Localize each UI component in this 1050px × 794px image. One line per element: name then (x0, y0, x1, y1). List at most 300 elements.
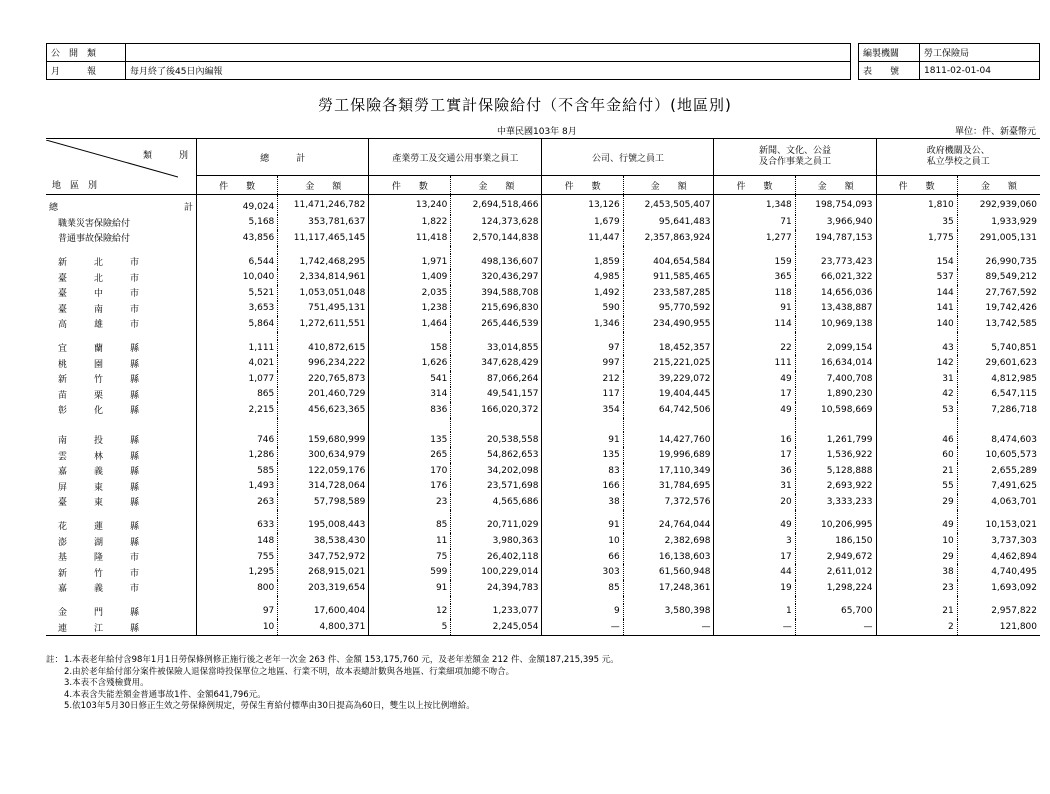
count-cell: 170 (369, 463, 451, 479)
count-header: 件 數 (876, 176, 957, 195)
spacer-cell (278, 332, 369, 340)
amount-cell: 14,427,760 (623, 432, 714, 448)
spacer-row (46, 246, 1040, 254)
amount-cell: 1,272,611,551 (278, 316, 369, 332)
spacer-cell (278, 596, 369, 604)
amount-cell: 4,800,371 (278, 619, 369, 635)
count-cell: 60 (876, 447, 957, 463)
amount-cell: 291,005,131 (957, 230, 1040, 246)
row-label: 金 門 縣 (49, 607, 140, 618)
amount-cell: 404,654,584 (623, 254, 714, 270)
amount-cell: 3,966,940 (795, 215, 876, 231)
count-cell: 303 (542, 564, 623, 580)
row-label: 嘉 義 縣 (49, 467, 140, 478)
table-row (46, 301, 1040, 317)
count-cell: 17 (714, 549, 795, 565)
amount-cell: 95,770,592 (623, 301, 714, 317)
amount-cell: 27,767,592 (957, 285, 1040, 301)
meta-left-table (46, 43, 851, 80)
corner-header (46, 139, 197, 195)
amount-cell: 20,711,029 (451, 518, 542, 534)
amount-cell: 2,245,054 (451, 619, 542, 635)
count-cell: 10 (197, 619, 278, 635)
amount-cell: 911,585,465 (623, 269, 714, 285)
amount-cell: 2,570,144,838 (451, 230, 542, 246)
spacer-cell (197, 332, 278, 340)
count-cell: 23 (876, 580, 957, 596)
count-cell: 159 (714, 254, 795, 270)
count-cell: 55 (876, 479, 957, 495)
amount-cell: 1,233,077 (451, 604, 542, 620)
row-label: 基 隆 市 (49, 553, 140, 564)
count-cell: 11,447 (542, 230, 623, 246)
count-cell: 44 (714, 564, 795, 580)
count-cell: 3 (714, 533, 795, 549)
spacer-cell (876, 246, 957, 254)
row-label: 屏 東 縣 (49, 482, 140, 493)
group-header-company: 公司、行號之員工 (542, 139, 714, 176)
amount-cell: 23,773,423 (795, 254, 876, 270)
table-row (46, 230, 1040, 246)
count-cell: 5,521 (197, 285, 278, 301)
amount-cell: 215,696,830 (451, 301, 542, 317)
amount-cell: 3,333,233 (795, 494, 876, 510)
table-row (46, 479, 1040, 495)
amount-cell: 1,890,230 (795, 387, 876, 403)
count-cell: 3,653 (197, 301, 278, 317)
table-row (46, 518, 1040, 534)
amount-cell: 57,798,589 (278, 494, 369, 510)
amount-cell: 124,373,628 (451, 215, 542, 231)
amount-cell: 13,742,585 (957, 316, 1040, 332)
amount-cell: 14,656,036 (795, 285, 876, 301)
count-cell: 1,492 (542, 285, 623, 301)
count-cell: 19 (714, 580, 795, 596)
amount-cell: 996,234,222 (278, 355, 369, 371)
count-cell: 21 (876, 463, 957, 479)
amount-cell: 17,110,349 (623, 463, 714, 479)
count-cell: 17 (714, 447, 795, 463)
amount-cell: 4,565,686 (451, 494, 542, 510)
amount-cell: 18,452,357 (623, 340, 714, 356)
count-cell: 97 (542, 340, 623, 356)
amount-cell: 24,764,044 (623, 518, 714, 534)
count-cell: 118 (714, 285, 795, 301)
table-row (46, 285, 1040, 301)
footnote-lead (46, 667, 64, 679)
table-row (46, 533, 1040, 549)
count-cell: 2 (876, 619, 957, 635)
amount-cell: 23,571,698 (451, 479, 542, 495)
spacer-cell (197, 246, 278, 254)
spacer-cell (542, 332, 623, 340)
count-cell: 43 (876, 340, 957, 356)
row-label: 新 竹 市 (49, 568, 140, 579)
amount-cell: 24,394,783 (451, 580, 542, 596)
amount-cell: 220,765,873 (278, 371, 369, 387)
count-cell: 46 (876, 432, 957, 448)
row-label: 臺 東 縣 (49, 498, 140, 509)
amount-cell: 194,787,153 (795, 230, 876, 246)
amount-cell: 234,490,955 (623, 316, 714, 332)
amount-cell: 13,438,887 (795, 301, 876, 317)
count-cell: 42 (876, 387, 957, 403)
row-label: 連 江 縣 (46, 619, 197, 635)
count-cell: 1,409 (369, 269, 451, 285)
count-cell: 141 (876, 301, 957, 317)
count-cell: 1,111 (197, 340, 278, 356)
count-cell: 43,856 (197, 230, 278, 246)
spacer-cell (451, 418, 542, 432)
table-row (46, 619, 1040, 635)
amount-cell: 19,996,689 (623, 447, 714, 463)
count-cell: 1,238 (369, 301, 451, 317)
amount-cell: 751,495,131 (278, 301, 369, 317)
amount-cell: 95,641,483 (623, 215, 714, 231)
spacer-cell (542, 418, 623, 432)
amount-cell: 19,742,426 (957, 301, 1040, 317)
amount-cell: 100,229,014 (451, 564, 542, 580)
count-cell: 49 (714, 518, 795, 534)
count-cell: 66 (542, 549, 623, 565)
amount-cell: 2,957,822 (957, 604, 1040, 620)
spacer-cell (876, 596, 957, 604)
table-row (46, 432, 1040, 448)
amount-cell: 61,560,948 (623, 564, 714, 580)
count-cell: 158 (369, 340, 451, 356)
spacer-row (46, 510, 1040, 518)
count-cell: 5,168 (197, 215, 278, 231)
amount-cell: 11,471,246,782 (278, 195, 369, 215)
footnote-line (46, 667, 619, 679)
amount-cell: 2,949,672 (795, 549, 876, 565)
amount-cell: 2,611,012 (795, 564, 876, 580)
count-cell: 10 (876, 533, 957, 549)
amount-cell: 2,099,154 (795, 340, 876, 356)
count-cell: 49 (876, 518, 957, 534)
count-cell: 354 (542, 402, 623, 418)
row-label: 新 竹 縣 (49, 375, 140, 386)
count-cell: 17 (714, 387, 795, 403)
count-cell: 1,679 (542, 215, 623, 231)
amount-cell: 203,319,654 (278, 580, 369, 596)
amount-cell: 4,063,701 (957, 494, 1040, 510)
row-label: 澎 湖 縣 (49, 537, 140, 548)
count-cell: 85 (369, 518, 451, 534)
count-cell: 75 (369, 549, 451, 565)
amount-cell: 3,737,303 (957, 533, 1040, 549)
amount-cell: 314,728,064 (278, 479, 369, 495)
footnote-line (46, 655, 619, 667)
spacer-cell (46, 332, 197, 340)
row-label: 臺 北 市 (49, 273, 140, 284)
row-label: 彰 化 縣 (49, 406, 140, 417)
count-cell: 365 (714, 269, 795, 285)
count-cell: 1,346 (542, 316, 623, 332)
count-cell: 1,286 (197, 447, 278, 463)
meta-left-row2-label: 月 報 (47, 62, 126, 80)
spacer-cell (542, 246, 623, 254)
count-cell: 4,021 (197, 355, 278, 371)
count-cell: 36 (714, 463, 795, 479)
count-cell: 49 (714, 371, 795, 387)
amount-cell: 87,066,264 (451, 371, 542, 387)
table-row (46, 549, 1040, 565)
amount-cell: 265,446,539 (451, 316, 542, 332)
amount-cell: 186,150 (795, 533, 876, 549)
count-cell: 1 (714, 604, 795, 620)
count-cell: 91 (369, 580, 451, 596)
count-cell: 111 (714, 355, 795, 371)
spacer-cell (623, 596, 714, 604)
group-header-government: 政府機關及公、 私立學校之員工 (876, 139, 1040, 176)
amount-cell: 16,138,603 (623, 549, 714, 565)
amount-cell: 34,202,098 (451, 463, 542, 479)
count-cell: 263 (197, 494, 278, 510)
amount-cell: 5,128,888 (795, 463, 876, 479)
count-cell: 10,040 (197, 269, 278, 285)
spacer-cell (197, 596, 278, 604)
row-label: 高 雄 市 (49, 320, 140, 331)
spacer-cell (369, 246, 451, 254)
count-cell: 314 (369, 387, 451, 403)
footnote-line (46, 690, 619, 702)
amount-cell: 4,812,985 (957, 371, 1040, 387)
spacer-cell (714, 510, 795, 518)
count-cell: 21 (876, 604, 957, 620)
spacer-cell (369, 596, 451, 604)
count-cell: 91 (714, 301, 795, 317)
spacer-cell (795, 418, 876, 432)
count-cell: 140 (876, 316, 957, 332)
footnote-lead (46, 690, 64, 702)
amount-cell: 10,206,995 (795, 518, 876, 534)
footnote-line (46, 701, 619, 713)
amount-cell: 17,600,404 (278, 604, 369, 620)
count-cell: 1,971 (369, 254, 451, 270)
row-label: 普通事故保險給付 (49, 234, 131, 245)
spacer-cell (714, 418, 795, 432)
amount-cell: 66,021,322 (795, 269, 876, 285)
spacer-cell (714, 332, 795, 340)
count-cell: 265 (369, 447, 451, 463)
amount-cell: 3,580,398 (623, 604, 714, 620)
amount-cell: 1,536,922 (795, 447, 876, 463)
count-cell: 2,215 (197, 402, 278, 418)
group-header-total: 總 計 (197, 139, 369, 176)
count-cell: 1,810 (876, 195, 957, 215)
footnote-lead (46, 701, 64, 713)
count-header: 件 數 (369, 176, 451, 195)
count-cell: 53 (876, 402, 957, 418)
row-label: 總 計 (49, 203, 194, 214)
meta-left-row2-value: 每月終了後45日內編報 (126, 62, 851, 80)
footnotes (46, 655, 619, 713)
amount-cell: 1,693,092 (957, 580, 1040, 596)
amount-cell: 38,538,430 (278, 533, 369, 549)
spacer-cell (957, 510, 1040, 518)
amount-cell: 166,020,372 (451, 402, 542, 418)
table-row (46, 564, 1040, 580)
amount-cell: 4,462,894 (957, 549, 1040, 565)
amount-cell: 353,781,637 (278, 215, 369, 231)
amount-cell: 2,655,289 (957, 463, 1040, 479)
amount-cell: 10,598,669 (795, 402, 876, 418)
count-cell: 4,985 (542, 269, 623, 285)
amount-cell: 320,436,297 (451, 269, 542, 285)
spacer-cell (795, 332, 876, 340)
spacer-cell (957, 332, 1040, 340)
amount-cell: 201,460,729 (278, 387, 369, 403)
amount-header: 金 額 (278, 176, 369, 195)
count-cell: 1,348 (714, 195, 795, 215)
count-cell: 114 (714, 316, 795, 332)
count-cell: 49,024 (197, 195, 278, 215)
amount-cell: 2,694,518,466 (451, 195, 542, 215)
spacer-cell (278, 246, 369, 254)
table-row (46, 269, 1040, 285)
table-row (46, 316, 1040, 332)
table-row (46, 340, 1040, 356)
group-header-industry: 產業勞工及交通公用事業之員工 (369, 139, 542, 176)
footnote-text: 4.本表含失能差額金普通事故1件、金額641,796元。 (64, 689, 266, 700)
spacer-cell (623, 418, 714, 432)
spacer-cell (957, 596, 1040, 604)
count-header: 件 數 (714, 176, 795, 195)
meta-right-table (858, 43, 1040, 80)
count-cell: 11,418 (369, 230, 451, 246)
amount-header: 金 額 (451, 176, 542, 195)
count-cell: 865 (197, 387, 278, 403)
count-cell: 1,077 (197, 371, 278, 387)
count-cell: 10 (542, 533, 623, 549)
count-cell: 29 (876, 494, 957, 510)
count-cell: 16 (714, 432, 795, 448)
spacer-cell (46, 596, 197, 604)
count-cell: 755 (197, 549, 278, 565)
count-cell: 31 (714, 479, 795, 495)
spacer-cell (876, 332, 957, 340)
amount-cell: 10,153,021 (957, 518, 1040, 534)
row-label: 職業災害保險給付 (49, 218, 131, 229)
table-body (46, 195, 1040, 636)
amount-cell: 29,601,623 (957, 355, 1040, 371)
count-cell: 154 (876, 254, 957, 270)
count-cell: 2,035 (369, 285, 451, 301)
count-cell: 836 (369, 402, 451, 418)
amount-cell: 2,357,863,924 (623, 230, 714, 246)
count-cell: 117 (542, 387, 623, 403)
page-title: 勞工保險各類勞工實計保險給付（不含年金給付）(地區別) (318, 96, 732, 114)
amount-cell: 159,680,999 (278, 432, 369, 448)
count-cell: 38 (876, 564, 957, 580)
amount-cell: 195,008,443 (278, 518, 369, 534)
footnote-text: 2.由於老年給付部分案件被保險人退保當時投保單位之地區、行業不明，故本表總計數與各地區、行業細項加總不吻合。 (64, 666, 515, 677)
spacer-cell (451, 246, 542, 254)
count-cell: 144 (876, 285, 957, 301)
amount-cell: 394,588,708 (451, 285, 542, 301)
count-cell: 142 (876, 355, 957, 371)
meta-left-row1-label: 公 開 類 (47, 44, 126, 62)
table-row (46, 387, 1040, 403)
count-cell: 746 (197, 432, 278, 448)
corner-top-label: 類 別 (143, 150, 189, 161)
amount-cell: 26,402,118 (451, 549, 542, 565)
amount-cell: — (795, 619, 876, 635)
amount-cell: 300,634,979 (278, 447, 369, 463)
amount-cell: 39,229,072 (623, 371, 714, 387)
count-header: 件 數 (542, 176, 623, 195)
spacer-cell (46, 418, 197, 432)
amount-cell: 2,382,698 (623, 533, 714, 549)
amount-cell: 1,261,799 (795, 432, 876, 448)
count-cell: 1,626 (369, 355, 451, 371)
amount-cell: 65,700 (795, 604, 876, 620)
count-cell: 6,544 (197, 254, 278, 270)
count-cell: 5 (369, 619, 451, 635)
amount-cell: 456,623,365 (278, 402, 369, 418)
table-row (46, 580, 1040, 596)
spacer-cell (795, 510, 876, 518)
amount-cell: 16,634,014 (795, 355, 876, 371)
count-cell: 91 (542, 432, 623, 448)
row-label: 雲 林 縣 (49, 451, 140, 462)
table-row (46, 402, 1040, 418)
count-cell: 1,822 (369, 215, 451, 231)
spacer-cell (623, 246, 714, 254)
count-cell: 97 (197, 604, 278, 620)
count-cell: 1,295 (197, 564, 278, 580)
spacer-cell (542, 596, 623, 604)
amount-cell: 7,400,708 (795, 371, 876, 387)
amount-cell: 268,915,021 (278, 564, 369, 580)
amount-cell: 498,136,607 (451, 254, 542, 270)
amount-cell: 410,872,615 (278, 340, 369, 356)
footnote-text: 3.本表不含殘檢費用。 (64, 678, 149, 688)
count-cell: 537 (876, 269, 957, 285)
count-cell: 13,240 (369, 195, 451, 215)
count-cell: 49 (714, 402, 795, 418)
amount-cell: 10,605,573 (957, 447, 1040, 463)
amount-cell: 11,117,465,145 (278, 230, 369, 246)
amount-cell: 5,740,851 (957, 340, 1040, 356)
spacer-cell (451, 332, 542, 340)
count-cell: 1,775 (876, 230, 957, 246)
amount-cell: 54,862,653 (451, 447, 542, 463)
row-label: 宜 蘭 縣 (49, 344, 140, 355)
unit-label: 單位：件、新臺幣元 (954, 127, 1036, 137)
table-row (46, 371, 1040, 387)
footnote-lead (46, 678, 64, 690)
amount-cell: 7,372,576 (623, 494, 714, 510)
report-date: 中華民國103年 8月 (497, 127, 577, 137)
count-cell: 148 (197, 533, 278, 549)
amount-cell: 19,404,445 (623, 387, 714, 403)
amount-cell: 122,059,176 (278, 463, 369, 479)
amount-cell: 198,754,093 (795, 195, 876, 215)
spacer-cell (46, 246, 197, 254)
table-row (46, 463, 1040, 479)
row-label: 嘉 義 市 (49, 584, 140, 595)
amount-cell: 2,693,922 (795, 479, 876, 495)
table-row (46, 195, 1040, 215)
amount-cell: 1,053,051,048 (278, 285, 369, 301)
count-cell: 212 (542, 371, 623, 387)
count-cell: 135 (369, 432, 451, 448)
count-cell: 1,493 (197, 479, 278, 495)
amount-cell: 7,491,625 (957, 479, 1040, 495)
count-cell: 599 (369, 564, 451, 580)
